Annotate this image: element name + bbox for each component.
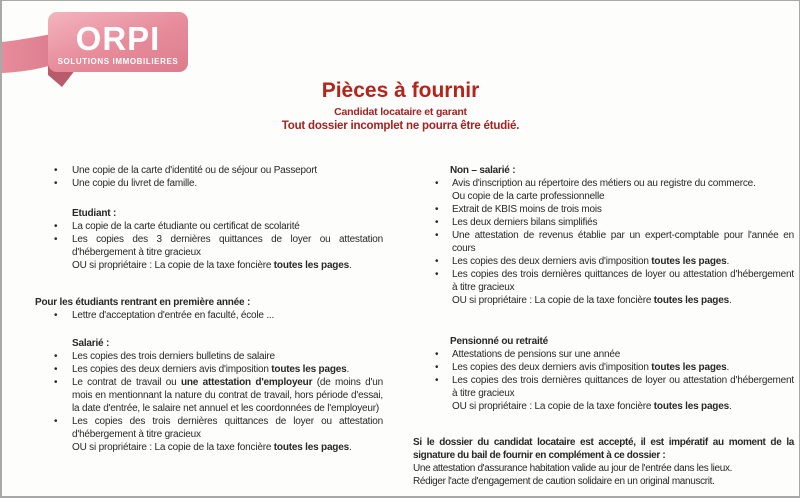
section-heading-non-salarie: Non – salarié : bbox=[450, 165, 516, 176]
list-item: • Les copies des 3 dernières quittances de loyer ou attestation d'hébergement à titre gracieux OU si propriétaire : La copie de la taxe foncière toutes les pages. bbox=[35, 233, 383, 272]
list-item: • Attestations de pensions sur une année bbox=[413, 348, 794, 361]
logo-ribbon-tail bbox=[2, 34, 52, 73]
salarie-list bbox=[35, 350, 383, 454]
logo-brand-text: ORPI bbox=[75, 20, 161, 57]
non-salarie-list bbox=[413, 177, 794, 307]
acceptance-note-line: Rédiger l'acte d'engagement de caution solidaire en un original manuscrit. bbox=[413, 476, 715, 487]
title-block bbox=[2, 80, 799, 133]
premiere-annee-list bbox=[35, 309, 383, 322]
intro-list bbox=[35, 164, 383, 190]
section-non-salarie bbox=[413, 164, 794, 307]
list-item: • Les copies des trois dernières quittances de loyer ou attestation d'hébergement à titre gracieux OU si propriétaire : La copie de la taxe foncière toutes les pages. bbox=[413, 268, 794, 307]
list-item: • Les copies des deux derniers avis d'imposition toutes les pages. bbox=[413, 255, 794, 268]
section-heading-premiere-annee: Pour les étudiants rentrant en première année : bbox=[35, 297, 251, 308]
section-premiere-annee bbox=[35, 296, 383, 322]
list-item: • Une copie de la carte d'identité ou de séjour ou Passeport bbox=[35, 164, 383, 177]
acceptance-note bbox=[413, 436, 794, 488]
list-item: • Une attestation de revenus établie par un expert-comptable pour l'année en cours bbox=[413, 229, 794, 255]
left-column bbox=[35, 164, 383, 454]
section-heading-etudiant: Etudiant : bbox=[72, 208, 117, 219]
etudiant-list bbox=[35, 220, 383, 272]
section-etudiant bbox=[35, 207, 383, 272]
right-column bbox=[413, 164, 794, 488]
pensionne-list bbox=[413, 348, 794, 413]
list-item: • Les copies des trois dernières quittances de loyer ou attestation d'hébergement à titre gracieux OU si propriétaire : La copie de la taxe foncière toutes les pages. bbox=[413, 374, 794, 413]
section-heading-pensionne: Pensionné ou retraité bbox=[450, 336, 549, 347]
list-item: • La copie de la carte étudiante ou certificat de scolarité bbox=[35, 220, 383, 233]
list-item: • Le contrat de travail ou une attestation d'employeur (de moins d'un mois en mentionnant la nature du contrat de travail, hors période d'essai, la date d'entrée, le salaire net annuel et les coordonnées de l'employeur) bbox=[35, 376, 383, 415]
subtitle-audience: Candidat locataire et garant bbox=[334, 106, 467, 118]
list-item: • Les copies des deux derniers avis d'imposition toutes les pages. bbox=[35, 363, 383, 376]
list-item: • Les copies des trois dernières quittances de loyer ou attestation d'hébergement à titre gracieux OU si propriétaire : La copie de la taxe foncière toutes les pages. bbox=[35, 415, 383, 454]
list-item: • Les deux derniers bilans simplifiés bbox=[413, 216, 794, 229]
list-item: • Les copies des trois derniers bulletins de salaire bbox=[35, 350, 383, 363]
acceptance-note-line: Une attestation d'assurance habitation valide au jour de l'entrée dans les lieux. bbox=[413, 463, 733, 474]
list-item: • Une copie du livret de famille. bbox=[35, 177, 383, 190]
acceptance-note-intro: Si le dossier du candidat locataire est accepté, il est impératif au moment de la signature du bail de fournir en complément à ce dossier : bbox=[413, 437, 794, 461]
logo-tagline: SOLUTIONS IMMOBILIERES bbox=[57, 57, 179, 66]
list-item: • Lettre d'acceptation d'entrée en faculté, école ... bbox=[35, 309, 383, 322]
list-item: • Les copies des deux derniers avis d'imposition toutes les pages. bbox=[413, 361, 794, 374]
section-heading-salarie: Salarié : bbox=[72, 338, 110, 349]
section-salarie bbox=[35, 337, 383, 454]
section-pensionne bbox=[413, 335, 794, 413]
list-item: • Extrait de KBIS moins de trois mois bbox=[413, 203, 794, 216]
list-item: • Avis d'inscription au répertoire des métiers ou au registre du commerce. Ou copie de la carte professionnelle bbox=[413, 177, 794, 203]
subtitle-warning: Tout dossier incomplet ne pourra être étudié. bbox=[281, 120, 520, 132]
page-title: Pièces à fournir bbox=[321, 79, 480, 102]
